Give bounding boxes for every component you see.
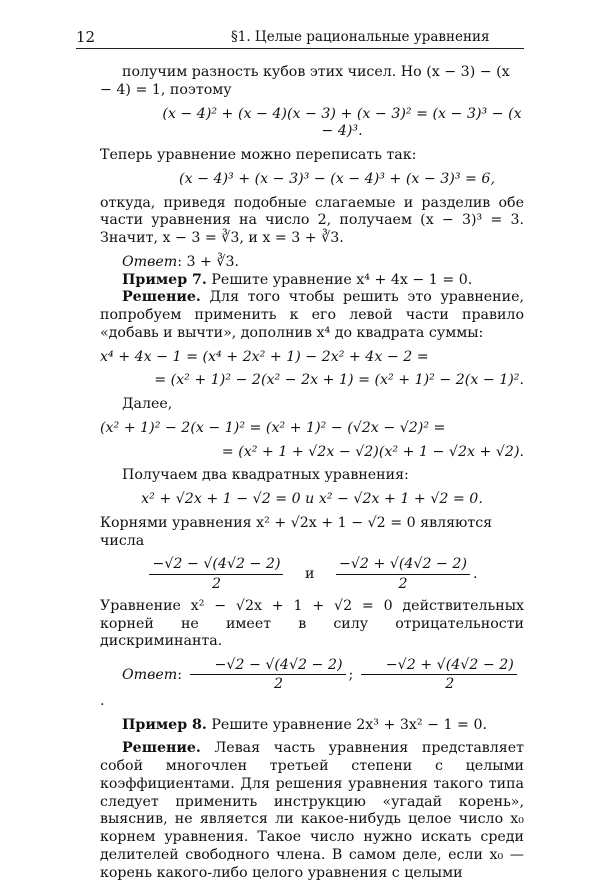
root-fraction xyxy=(149,556,283,592)
conjunction: и xyxy=(305,566,315,583)
solution-paragraph xyxy=(100,289,524,342)
example-text: Решите уравнение 2x³ + 3x² − 1 = 0. xyxy=(206,716,487,733)
solution-text: Левая часть уравнения представляет собой многочлен третьей степени с целыми коэффициентами. Для решения уравнения такого типа следует применить инструкцию «угадай корень», выяснив, не является ли какое-нибудь целое число x₀ корнем уравнения. Такое число нужно искать среди делителей свободного члена. В самом деле, если x₀ — корень какого-либо целого уравнения с целыми xyxy=(100,740,524,881)
answer-separator: ; xyxy=(348,666,354,683)
equation: x⁴ + 4x − 1 = (x⁴ + 2x² + 1) − 2x² + 4x − 2 = xyxy=(100,348,429,365)
fraction-numerator: −√2 − √(4√2 − 2) xyxy=(190,657,346,675)
running-title: §1. Целые рациональные уравнения xyxy=(231,29,490,45)
roots-fractions: $\frac{-√2 - √(4√2 - 2)}{2}$ и $\frac{-√2 + √(4√2 - 2)}{2}$ . xyxy=(100,556,524,592)
text-line: Теперь уравнение можно переписать так: xyxy=(100,147,417,163)
fraction-denominator: 2 xyxy=(211,575,221,592)
solution-label: Решение. xyxy=(122,289,201,306)
fraction-denominator: 2 xyxy=(398,575,408,592)
header-rule xyxy=(76,48,524,49)
example-statement xyxy=(100,717,524,735)
running-header xyxy=(76,28,524,48)
example-text: Решите уравнение x⁴ + 4x − 1 = 0. xyxy=(206,271,473,288)
example-statement xyxy=(100,272,524,290)
answer-label: Ответ xyxy=(122,253,178,270)
equation: (x² + 1)² − 2(x − 1)² = (x² + 1)² − (√2x − √2)² = xyxy=(100,419,446,436)
fraction-denominator: 2 xyxy=(445,676,455,693)
text-paragraph: Уравнение x² − √2x + 1 + √2 = 0 действительных корней не имеет в силу отрицательности дискриминанта. xyxy=(100,597,524,650)
fraction-numerator: −√2 − √(4√2 − 2) xyxy=(149,556,283,574)
text-line: получим разность кубов этих чисел. Но (x − 3) − (x − 4) = 1, поэтому xyxy=(100,64,510,98)
answer-value: : 3 + ∛3. xyxy=(177,253,240,270)
page-body xyxy=(100,64,524,882)
page-number: 12 xyxy=(76,28,96,46)
solution-label: Решение. xyxy=(122,740,201,757)
solution-text: Для того чтобы решить это уравнение, попробуем применить к его левой части правило «добавь и вычти», дополнив x⁴ до квадрата суммы: xyxy=(100,289,524,341)
example-label: Пример 8. xyxy=(122,716,207,733)
root-fraction xyxy=(336,556,470,592)
equation: (x − 4)³ + (x − 3)³ − (x − 4)³ + (x − 3)³ = 6, xyxy=(179,170,495,187)
answer-line: Ответ: $\frac{-√2 - √(4√2 - 2)}{2}$ ; $\frac{-√2 + √(4√2 - 2)}{2}$ . xyxy=(100,657,524,710)
text-line: Получаем два квадратных уравнения: xyxy=(122,467,409,484)
text-line: Далее, xyxy=(122,396,173,412)
fraction-denominator: 2 xyxy=(273,676,284,693)
equation: = (x² + 1 + √2x − √2)(x² + 1 − √2x + √2). xyxy=(221,443,524,460)
answer-fraction xyxy=(361,657,517,693)
text-paragraph: откуда, приведя подобные слагаемые и разделив обе части уравнения на число 2, получаем (x − 3)³ = 3. Значит, x − 3 = ∛3, и x = 3 + ∛3. xyxy=(100,194,524,246)
solution-paragraph xyxy=(100,740,524,882)
text-line: Корнями уравнения x² + √2x + 1 − √2 = 0 являются числа xyxy=(100,514,493,549)
answer-label: Ответ xyxy=(122,666,178,683)
fraction-numerator: −√2 + √(4√2 − 2) xyxy=(336,556,470,574)
example-label: Пример 7. xyxy=(122,271,207,288)
answer-line xyxy=(100,254,524,272)
answer-fraction xyxy=(190,657,346,693)
equation: = (x² + 1)² − 2(x² − 2x + 1) = (x² + 1)² − 2(x − 1)². xyxy=(154,372,524,389)
fraction-numerator: −√2 + √(4√2 − 2) xyxy=(361,657,517,675)
equation: (x − 4)² + (x − 4)(x − 3) + (x − 3)² = (x − 3)³ − (x − 4)³. xyxy=(162,105,522,140)
equation: x² + √2x + 1 − √2 = 0 и x² − √2x + 1 + √2 = 0. xyxy=(141,491,483,507)
